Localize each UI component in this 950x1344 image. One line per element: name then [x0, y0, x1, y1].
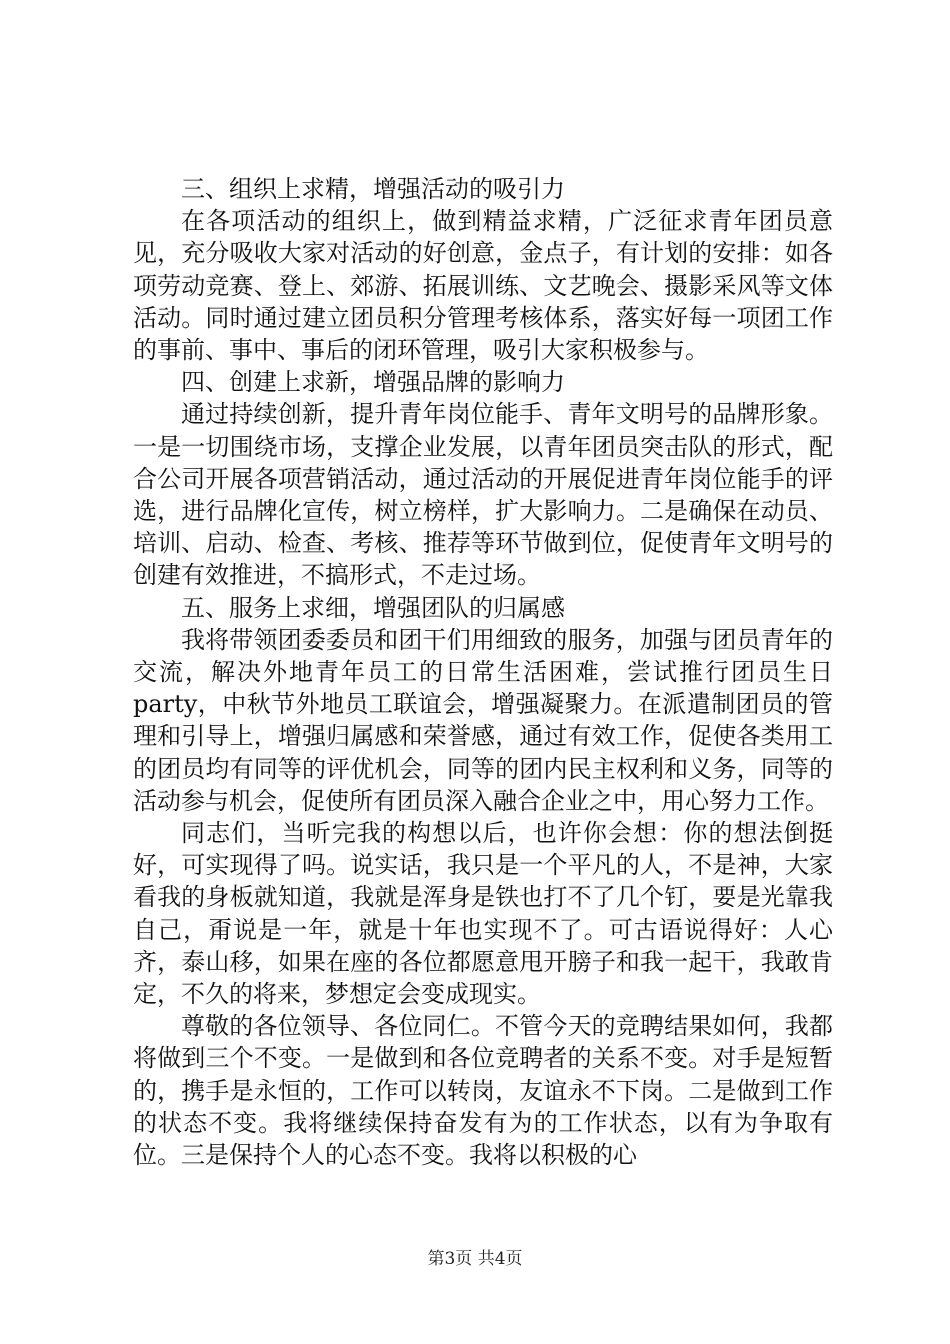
section-heading-3: 三、组织上求精，增强活动的吸引力 — [181, 175, 565, 203]
body-paragraph: 我将带领团委委员和团干们用细致的服务，加强与团员青年的交流，解决外地青年员工的日常生活困难，尝试推行团员生日party，中秋节外地员工联谊会，增强凝聚力。在派遣制团员的管理和引导上，增强归属感和荣誉感，通过有效工作，促使各类用工的团员均有同等的评优机会，同等的团内民主权利和义务，同等的活动参与机会，促使所有团员深入融合企业之中，用心努力工作。 — [133, 625, 833, 815]
section-heading-4: 四、创建上求新，增强品牌的影响力 — [181, 368, 565, 397]
body-paragraph: 通过持续创新，提升青年岗位能手、青年文明号的品牌形象。一是一切围绕市场，支撑企业发展，以青年团员突击队的形式，配合公司开展各项营销活动，通过活动的开展促进青年岗位能手的评选，进行品牌化宣传，树立榜样，扩大影响力。二是确保在动员、培训、启动、检查、考核、推荐等环节做到位，促使青年文明号的创建有效推进，不搞形式，不走过场。 — [133, 400, 833, 590]
document-body — [133, 173, 833, 1171]
page-number-footer: 第3页 共4页 — [427, 1249, 523, 1269]
section-heading-5: 五、服务上求细，增强团队的归属感 — [181, 593, 565, 622]
body-paragraph: 尊敬的各位领导、各位同仁。不管今天的竞聘结果如何，我都将做到三个不变。一是做到和各位竞聘者的关系不变。对手是短暂的，携手是永恒的，工作可以转岗，友谊永不下岗。二是做到工作的状态不变。我将继续保持奋发有为的工作状态，以有为争取有位。三是保持个人的心态不变。我将以积极的心 — [133, 1012, 833, 1170]
body-paragraph: 在各项活动的组织上，做到精益求精，广泛征求青年团员意见，充分吸收大家对活动的好创意，金点子，有计划的安排：如各项劳动竞赛、登上、郊游、拓展训练、文艺晚会、摄影采风等文体活动。同时通过建立团员积分管理考核体系，落实好每一项团工作的事前、事中、事后的闭环管理，吸引大家积极参与。 — [133, 207, 833, 365]
body-paragraph: 同志们，当听完我的构想以后，也许你会想：你的想法倒挺好，可实现得了吗。说实话，我只是一个平凡的人，不是神，大家看我的身板就知道，我就是浑身是铁也打不了几个钉，要是光靠我自己，甭说是一年，就是十年也实现不了。可古语说得好：人心齐，泰山移，如果在座的各位都愿意甩开膀子和我一起干，我敢肯定，不久的将来，梦想定会变成现实。 — [133, 819, 833, 1009]
